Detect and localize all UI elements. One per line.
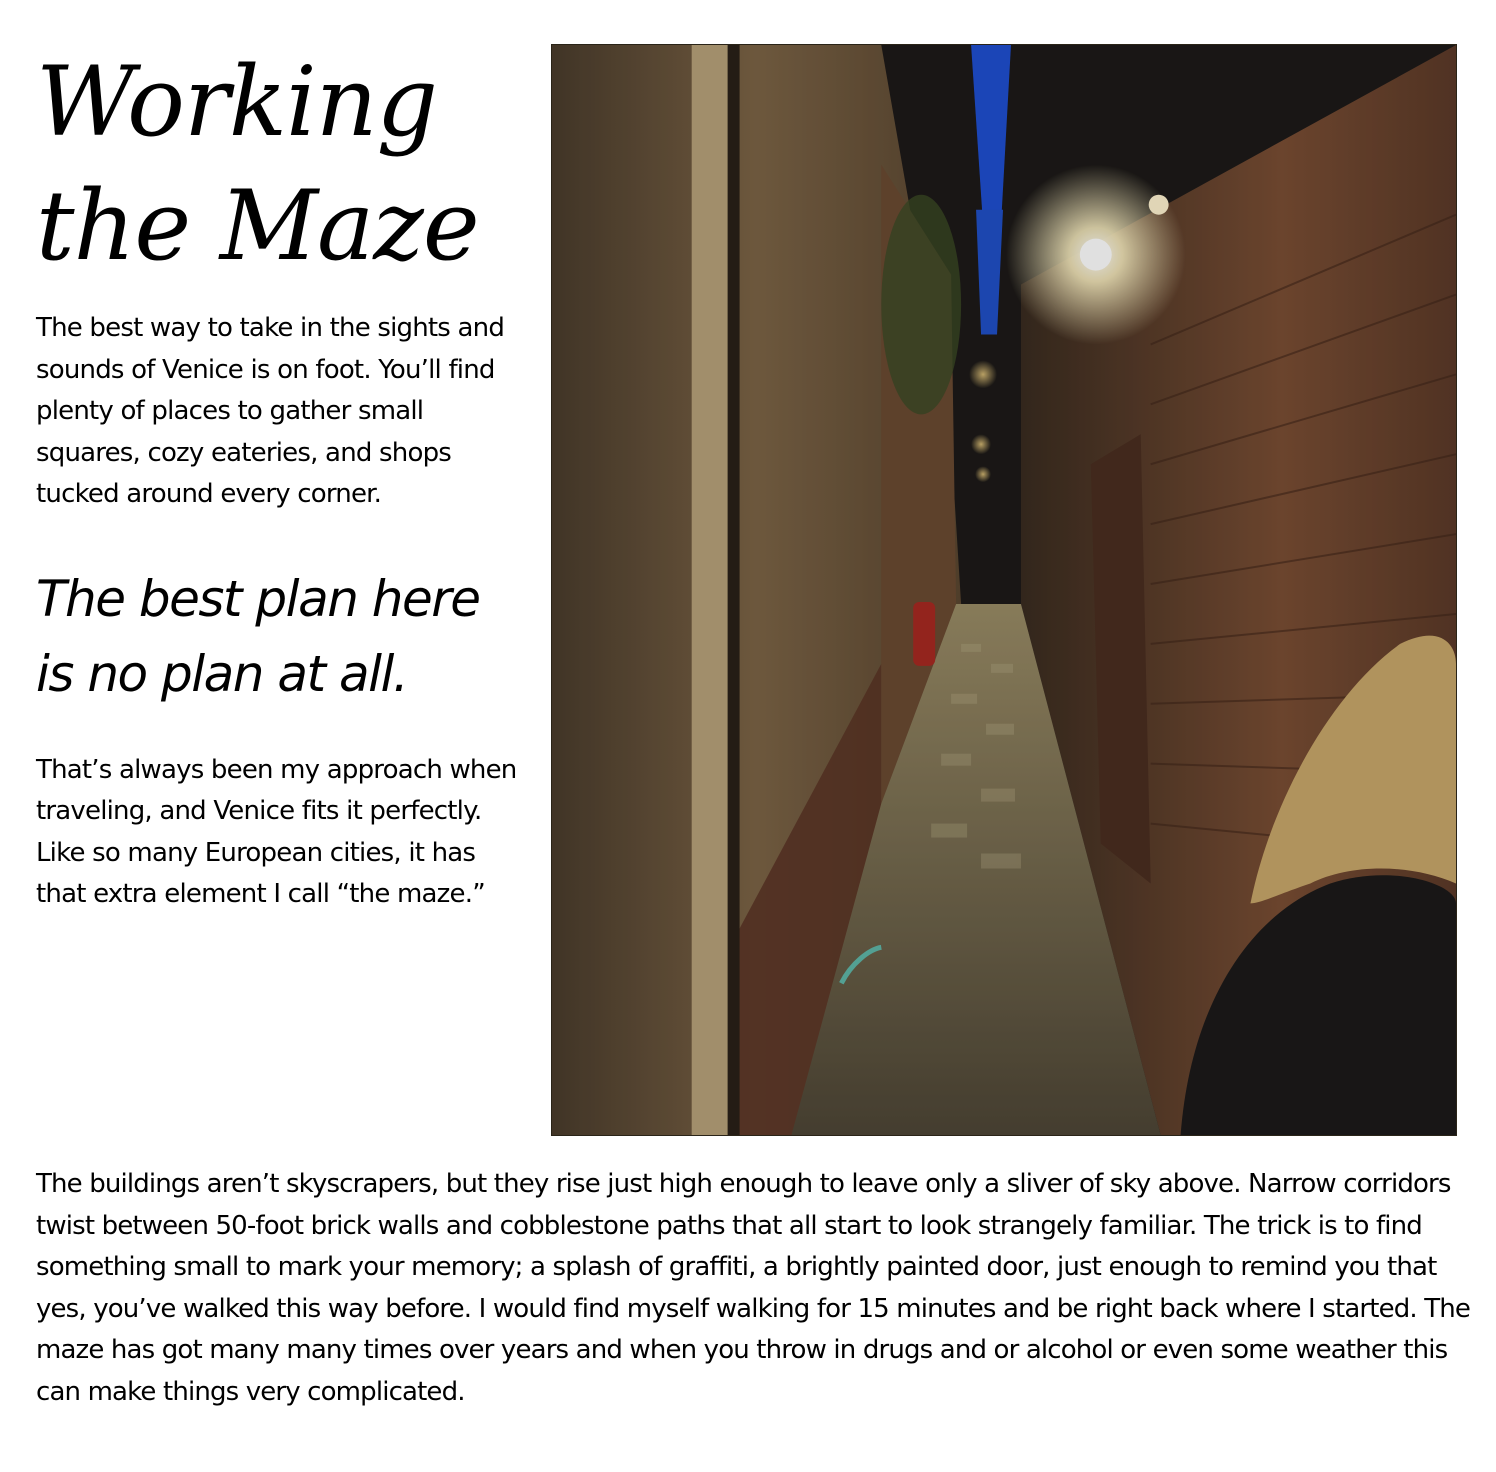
photo-vignette [552, 45, 1456, 1135]
intro-paragraph: The best way to take in the sights and sounds of Venice is on foot. You’ll find plenty of places to gather small squares, cozy eateries, and shops tucked around every corner. [36, 313, 505, 509]
alley-photo-illustration [552, 45, 1456, 1135]
pull-quote: The best plan here is no plan at all. [36, 569, 480, 703]
left-column [36, 40, 526, 916]
title-line-1: Working [36, 46, 437, 158]
title-line-2: the Maze [36, 170, 479, 282]
article-title [36, 40, 526, 288]
body-paragraph: The buildings aren’t skyscrapers, but they rise just high enough to leave only a sliver of sky above. Narrow corridors twist between 50-foot brick walls and cobblestone paths that all start to look strangely familiar. The trick is to find something small to mark your memory; a splash of graffiti, a brightly painted door, just enough to remind you that yes, you’ve walked this way before. I would find myself walking for 15 minutes and be right back where I started. The maze has got many many times over years and when you throw in drugs and or alcohol or even some weather this can make things very complicated. [36, 1169, 1471, 1407]
alley-photo [551, 44, 1457, 1136]
approach-paragraph: That’s always been my approach when traveling, and Venice fits it perfectly. Like so many European cities, it has that extra element I call “the maze.” [36, 754, 517, 909]
